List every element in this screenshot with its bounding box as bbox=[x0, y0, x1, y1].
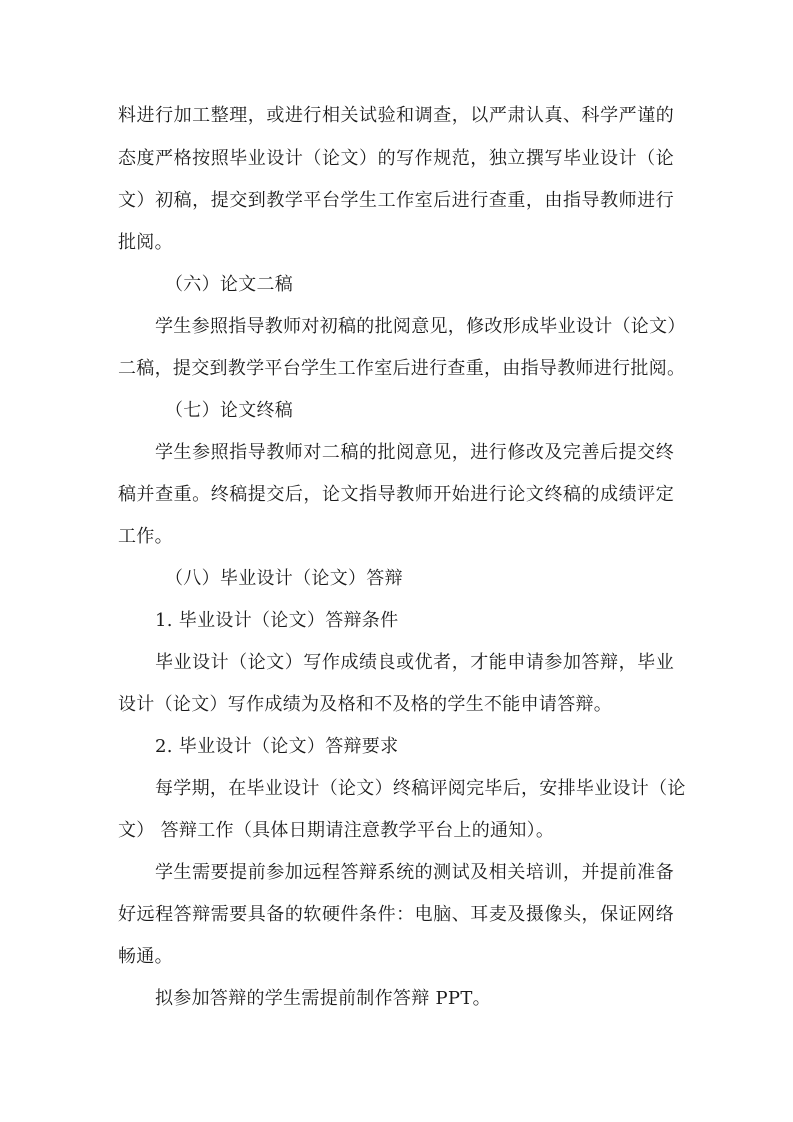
paragraph-line: 二稿，提交到教学平台学生工作室后进行查重，由指导教师进行批阅。 bbox=[118, 358, 686, 379]
paragraph-line: 毕业设计（论文）写作成绩良或优者，才能申请参加答辩，毕业 bbox=[155, 652, 674, 673]
paragraph-line: 态度严格按照毕业设计（论文）的写作规范，独立撰写毕业设计（论 bbox=[118, 148, 674, 169]
paragraph-line: 料进行加工整理，或进行相关试验和调查，以严肃认真、科学严谨的 bbox=[118, 105, 674, 126]
paragraph-line: 文） 答辩工作（具体日期请注意教学平台上的通知）。 bbox=[118, 820, 555, 841]
paragraph-line: 拟参加答辩的学生需提前制作答辩 PPT。 bbox=[155, 988, 491, 1009]
section-heading-7: （七）论文终稿 bbox=[165, 400, 294, 421]
paragraph-line: 好远程答辩需要具备的软硬件条件：电脑、耳麦及摄像头，保证网络 bbox=[118, 904, 674, 925]
section-heading-6: （六）论文二稿 bbox=[165, 274, 294, 295]
paragraph-line: 设计（论文）写作成绩为及格和不及格的学生不能申请答辩。 bbox=[118, 694, 613, 715]
paragraph-line: 学生需要提前参加远程答辩系统的测试及相关培训，并提前准备 bbox=[155, 862, 674, 883]
section-heading-8: （八）毕业设计（论文）答辩 bbox=[165, 568, 403, 589]
subsection-heading-1: 1. 毕业设计（论文）答辩条件 bbox=[155, 610, 399, 631]
paragraph-line: 每学期，在毕业设计（论文）终稿评阅完毕后，安排毕业设计（论 bbox=[155, 778, 686, 799]
paragraph-line: 学生参照指导教师对二稿的批阅意见，进行修改及完善后提交终 bbox=[155, 442, 674, 463]
paragraph-line: 文）初稿，提交到教学平台学生工作室后进行查重，由指导教师进行 bbox=[118, 190, 674, 211]
subsection-heading-2: 2. 毕业设计（论文）答辩要求 bbox=[155, 736, 399, 757]
paragraph-line: 畅通。 bbox=[118, 946, 173, 967]
paragraph-line: 批阅。 bbox=[118, 232, 173, 253]
paragraph-line: 工作。 bbox=[118, 526, 173, 547]
paragraph-line: 学生参照指导教师对初稿的批阅意见，修改形成毕业设计（论文） bbox=[155, 316, 686, 337]
paragraph-line: 稿并查重。终稿提交后，论文指导教师开始进行论文终稿的成绩评定 bbox=[118, 484, 674, 505]
